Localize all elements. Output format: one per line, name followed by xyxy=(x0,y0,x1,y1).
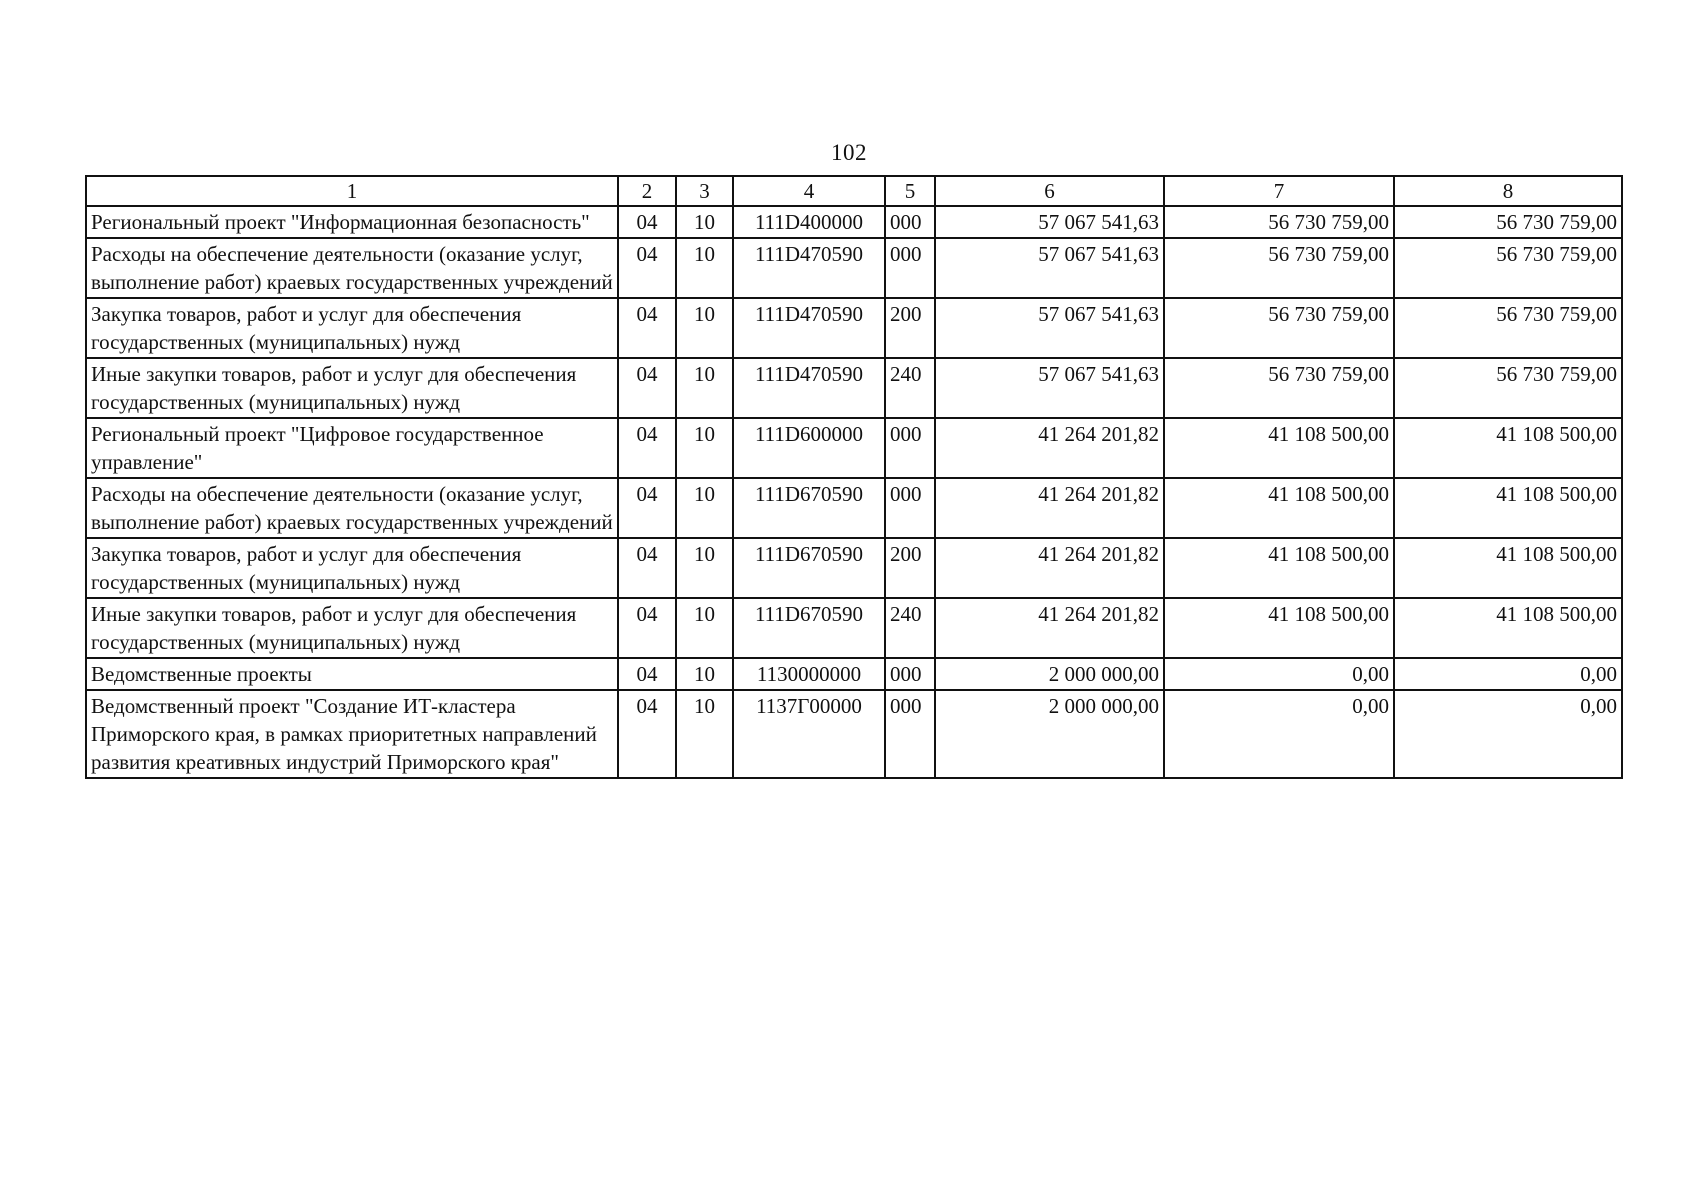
table-row xyxy=(86,690,1622,778)
row-subsection-code: 10 xyxy=(676,690,733,778)
row-name: Региональный проект "Цифровое государственное управление" xyxy=(86,418,618,478)
row-section-code: 04 xyxy=(618,658,676,690)
row-section-code: 04 xyxy=(618,238,676,298)
row-amount-col6: 41 264 201,82 xyxy=(935,418,1164,478)
row-section-code: 04 xyxy=(618,418,676,478)
row-amount-col6: 2 000 000,00 xyxy=(935,658,1164,690)
row-amount-col8: 41 108 500,00 xyxy=(1394,418,1622,478)
row-expense-type-code: 000 xyxy=(885,478,935,538)
row-subsection-code: 10 xyxy=(676,478,733,538)
row-name: Закупка товаров, работ и услуг для обеспечения государственных (муниципальных) нужд xyxy=(86,538,618,598)
column-header: 4 xyxy=(733,176,885,206)
table-row xyxy=(86,658,1622,690)
budget-table xyxy=(85,175,1623,779)
row-amount-col6: 57 067 541,63 xyxy=(935,238,1164,298)
row-target-code: 1137Г00000 xyxy=(733,690,885,778)
row-amount-col7: 56 730 759,00 xyxy=(1164,238,1394,298)
row-target-code: 111D470590 xyxy=(733,298,885,358)
row-subsection-code: 10 xyxy=(676,298,733,358)
row-name: Иные закупки товаров, работ и услуг для обеспечения государственных (муниципальных) нужд xyxy=(86,358,618,418)
header-row xyxy=(86,176,1622,206)
table-row xyxy=(86,206,1622,238)
row-target-code: 111D600000 xyxy=(733,418,885,478)
row-name: Расходы на обеспечение деятельности (оказание услуг, выполнение работ) краевых государственных учреждений xyxy=(86,238,618,298)
row-expense-type-code: 000 xyxy=(885,206,935,238)
row-expense-type-code: 000 xyxy=(885,418,935,478)
row-amount-col7: 41 108 500,00 xyxy=(1164,418,1394,478)
row-subsection-code: 10 xyxy=(676,206,733,238)
row-amount-col8: 41 108 500,00 xyxy=(1394,538,1622,598)
row-amount-col6: 57 067 541,63 xyxy=(935,206,1164,238)
row-section-code: 04 xyxy=(618,538,676,598)
column-header: 8 xyxy=(1394,176,1622,206)
column-header: 5 xyxy=(885,176,935,206)
row-section-code: 04 xyxy=(618,358,676,418)
row-expense-type-code: 200 xyxy=(885,538,935,598)
row-target-code: 111D670590 xyxy=(733,598,885,658)
row-section-code: 04 xyxy=(618,598,676,658)
row-amount-col8: 0,00 xyxy=(1394,690,1622,778)
row-target-code: 111D670590 xyxy=(733,538,885,598)
row-amount-col7: 41 108 500,00 xyxy=(1164,478,1394,538)
row-amount-col8: 41 108 500,00 xyxy=(1394,598,1622,658)
table-row xyxy=(86,298,1622,358)
row-amount-col7: 41 108 500,00 xyxy=(1164,538,1394,598)
row-amount-col8: 56 730 759,00 xyxy=(1394,206,1622,238)
row-expense-type-code: 000 xyxy=(885,690,935,778)
row-target-code: 111D470590 xyxy=(733,238,885,298)
row-amount-col7: 0,00 xyxy=(1164,658,1394,690)
table-row xyxy=(86,598,1622,658)
row-name: Ведомственные проекты xyxy=(86,658,618,690)
row-section-code: 04 xyxy=(618,690,676,778)
row-subsection-code: 10 xyxy=(676,658,733,690)
row-amount-col8: 41 108 500,00 xyxy=(1394,478,1622,538)
row-target-code: 111D670590 xyxy=(733,478,885,538)
row-amount-col7: 41 108 500,00 xyxy=(1164,598,1394,658)
column-header: 1 xyxy=(86,176,618,206)
row-amount-col8: 56 730 759,00 xyxy=(1394,298,1622,358)
row-amount-col6: 57 067 541,63 xyxy=(935,358,1164,418)
row-expense-type-code: 240 xyxy=(885,598,935,658)
table-row xyxy=(86,478,1622,538)
column-header: 6 xyxy=(935,176,1164,206)
row-subsection-code: 10 xyxy=(676,418,733,478)
column-header: 7 xyxy=(1164,176,1394,206)
row-amount-col6: 41 264 201,82 xyxy=(935,598,1164,658)
row-amount-col6: 41 264 201,82 xyxy=(935,538,1164,598)
row-subsection-code: 10 xyxy=(676,358,733,418)
row-amount-col6: 57 067 541,63 xyxy=(935,298,1164,358)
row-amount-col6: 2 000 000,00 xyxy=(935,690,1164,778)
table-row xyxy=(86,358,1622,418)
row-amount-col7: 56 730 759,00 xyxy=(1164,206,1394,238)
row-section-code: 04 xyxy=(618,206,676,238)
row-name: Закупка товаров, работ и услуг для обеспечения государственных (муниципальных) нужд xyxy=(86,298,618,358)
column-header: 2 xyxy=(618,176,676,206)
row-amount-col7: 0,00 xyxy=(1164,690,1394,778)
row-amount-col7: 56 730 759,00 xyxy=(1164,358,1394,418)
column-header: 3 xyxy=(676,176,733,206)
row-expense-type-code: 200 xyxy=(885,298,935,358)
row-name: Региональный проект "Информационная безопасность" xyxy=(86,206,618,238)
table-row xyxy=(86,418,1622,478)
table-row xyxy=(86,538,1622,598)
row-section-code: 04 xyxy=(618,298,676,358)
row-amount-col8: 0,00 xyxy=(1394,658,1622,690)
row-amount-col8: 56 730 759,00 xyxy=(1394,238,1622,298)
row-name: Расходы на обеспечение деятельности (оказание услуг, выполнение работ) краевых государственных учреждений xyxy=(86,478,618,538)
row-subsection-code: 10 xyxy=(676,598,733,658)
row-expense-type-code: 000 xyxy=(885,238,935,298)
row-section-code: 04 xyxy=(618,478,676,538)
table-row xyxy=(86,238,1622,298)
row-expense-type-code: 000 xyxy=(885,658,935,690)
row-target-code: 111D470590 xyxy=(733,358,885,418)
row-target-code: 1130000000 xyxy=(733,658,885,690)
row-amount-col6: 41 264 201,82 xyxy=(935,478,1164,538)
row-name: Ведомственный проект "Создание ИТ-кластера Приморского края, в рамках приоритетных направлений развития креативных индустрий Приморского края" xyxy=(86,690,618,778)
row-amount-col7: 56 730 759,00 xyxy=(1164,298,1394,358)
row-expense-type-code: 240 xyxy=(885,358,935,418)
row-name: Иные закупки товаров, работ и услуг для обеспечения государственных (муниципальных) нужд xyxy=(86,598,618,658)
row-subsection-code: 10 xyxy=(676,238,733,298)
row-subsection-code: 10 xyxy=(676,538,733,598)
row-amount-col8: 56 730 759,00 xyxy=(1394,358,1622,418)
page-number: 102 xyxy=(831,140,867,165)
row-target-code: 111D400000 xyxy=(733,206,885,238)
